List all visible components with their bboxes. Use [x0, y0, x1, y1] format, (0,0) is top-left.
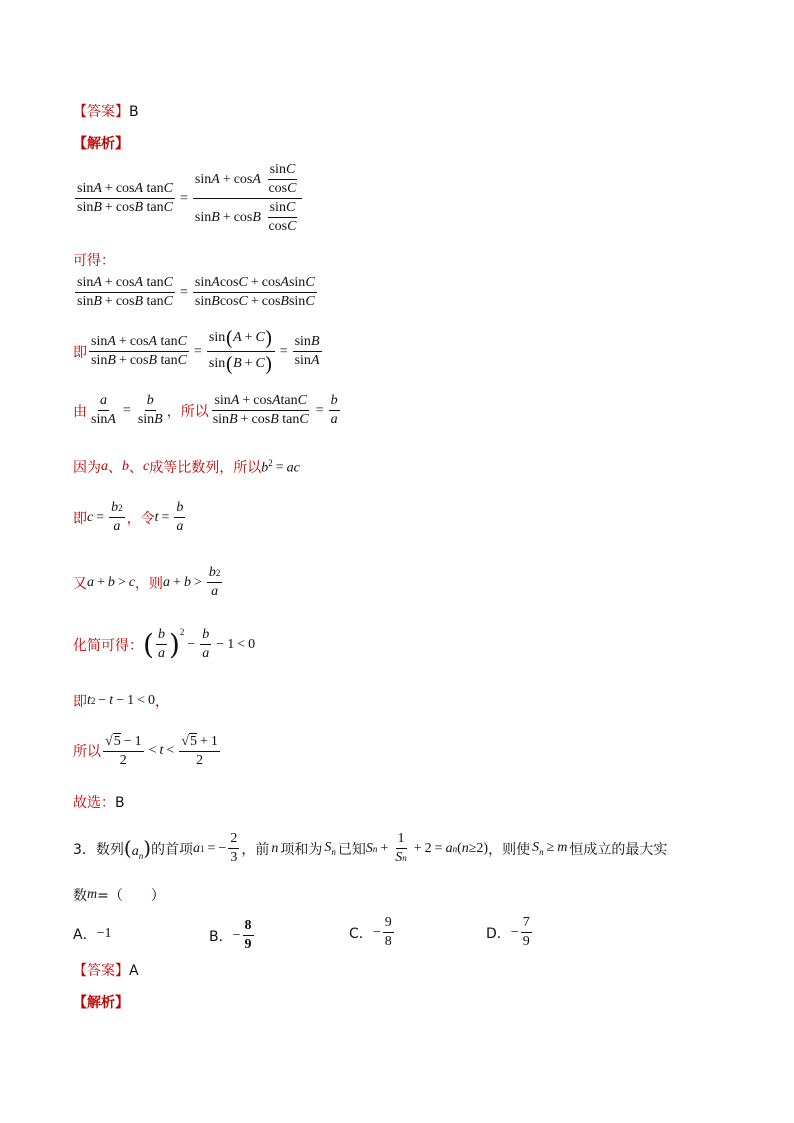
option-b[interactable]: B． − $\frac{8}{9}$: [209, 918, 252, 953]
answer-label: 【答案】: [73, 104, 129, 120]
equation-3: 即 sin A + cos A tan C sin B + cos B tan C = sin ( A + C ) sin ( B + C ) = sin B sin A: [73, 326, 320, 376]
question-number: 3．: [73, 841, 96, 858]
question-3-line-1: 3． 数列 $(a_n)$ 的首项 a 1 = − $\frac{2}{3}$ ，前 n 项和为 $S_n$ 已知 S n + 1 S n + 2 = a n (n≥2) ，则使 $S_n \ge m$ 恒成立的最大实: [73, 831, 668, 866]
equation-2: sin A + cos A tan C sin B + cos B tan C = sin A cos C + cos A sin C sin B cos C + cos B sin C: [77, 275, 315, 310]
question-3-line-2: 数 m =（ ）: [73, 887, 165, 904]
quadratic-line: 即 t 2 − t − 1 < 0 ，: [73, 693, 169, 710]
geometric-sequence-line: 因为 a 、 b 、 c 成等比数列，所以 $b^2$ = ac: [73, 457, 300, 476]
equation-4: 由 a sin A = b sin B ，所以 sin A + cos A tan C sin B + cos B tan C = $\frac{b}{a}$: [73, 393, 338, 428]
inequality-line: 又 a + b > c ，则 a + b > b 2 a: [73, 565, 221, 600]
analysis-label: 【解析】: [73, 136, 129, 152]
range-line: 所以 √ 5 − 1 2 < t < √ 5 + 1 2: [73, 733, 218, 769]
answer-line-q3: 【答案】A: [73, 963, 139, 979]
keyi-label: 可得：: [73, 253, 115, 269]
analysis-label-q3: 【解析】: [73, 995, 129, 1011]
answer-value: B: [129, 104, 139, 120]
simplify-line: 化简可得： ( $\frac{b}{a}$ ) 2 − $\frac{b}{a}$ − 1 < 0: [73, 627, 256, 662]
option-c[interactable]: C． − $\frac{9}{8}$: [349, 915, 392, 950]
substitution-line: 即 c = b 2 a ，令 t = $\frac{b}{a}$: [73, 500, 184, 535]
choice-line-q2: 故选：B: [73, 795, 125, 811]
option-d[interactable]: D． − $\frac{7}{9}$: [486, 915, 530, 950]
answer-line-q2: [73, 101, 139, 121]
equation-1: sin A + cos A tan C sin B + cos B tan C = sin A + cos A sin C cos C sin B + cos B sin C cos C: [73, 162, 304, 235]
option-a[interactable]: A． −1: [73, 926, 112, 943]
